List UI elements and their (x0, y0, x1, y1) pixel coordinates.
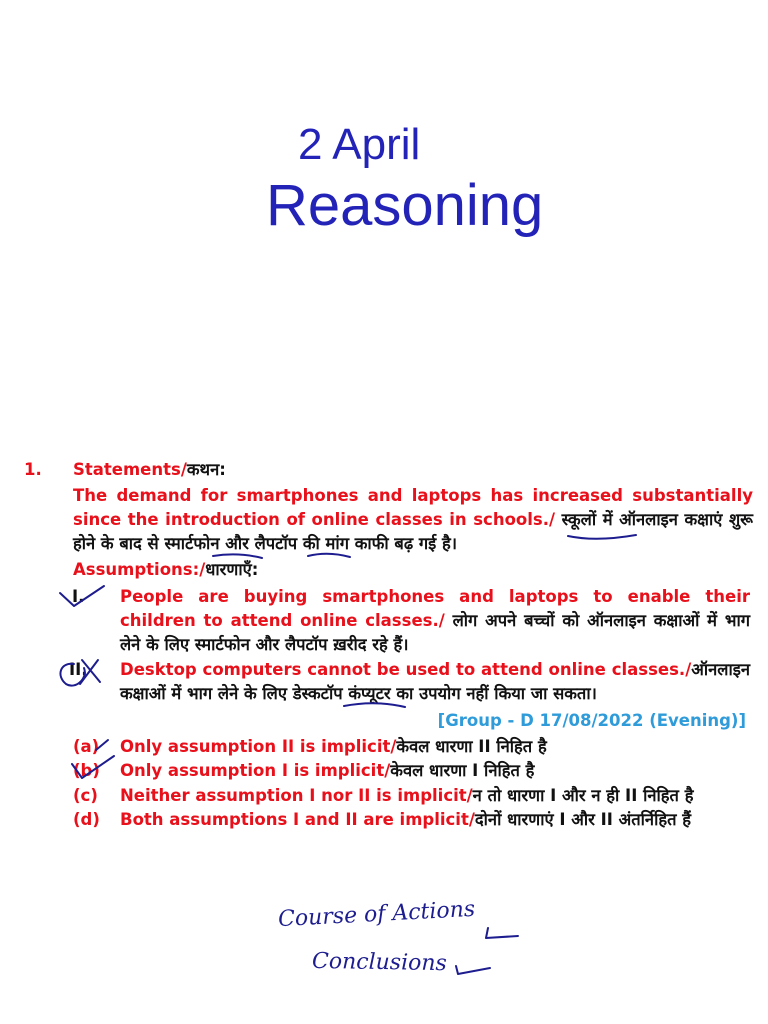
option-c-hi: न तो धारणा I और न ही II निहित है (472, 786, 694, 805)
assumptions-label-en: Assumptions:/ (73, 560, 206, 579)
option-a-hi: केवल धारणा II निहित है (396, 737, 547, 756)
underline-desktop-mark (344, 703, 405, 707)
option-a-en: Only assumption II is implicit/ (120, 737, 397, 756)
option-a-label: (a) (73, 737, 100, 756)
statements-label-hi: कथन: (186, 460, 226, 479)
option-c-label: (c) (73, 786, 98, 805)
assumption-1-number: I. (72, 587, 85, 606)
option-d-label: (d) (73, 810, 100, 829)
option-c-en: Neither assumption I nor II is implicit/ (120, 786, 473, 805)
assumption-2-hi: ऑनलाइन कक्षाओं में भाग लेने के लिए डेस्कटॉप कंप्यूटर का उपयोग नहीं किया जा सकता। (120, 660, 750, 703)
underline-laptop-mark (308, 554, 350, 557)
option-b-en: Only assumption I is implicit/ (120, 761, 391, 780)
option-b-label: (b) (73, 761, 100, 780)
option-d-en: Both assumptions I and II are implicit/ (120, 810, 475, 829)
dash-note-2-icon (456, 966, 490, 974)
option-d-hi: दोनों धारणाएं I और II अंतर्निहित हैं (474, 810, 692, 829)
tick-option-a-icon (96, 740, 108, 750)
statements-label-en: Statements/ (73, 460, 187, 479)
dash-note-1-icon (486, 928, 518, 938)
underline-smartphone-mark (213, 554, 262, 558)
tick-option-b-icon (72, 756, 114, 778)
assumption-2-en: Desktop computers cannot be used to attend online classes./ (120, 660, 692, 679)
underline-online-mark (568, 535, 636, 539)
assumption-1-en: People are buying smartphones and laptops to enable their children to attend online classes./ (120, 587, 750, 630)
assumption-2-number: II. (69, 660, 88, 679)
tick-assumption-1-icon (60, 586, 104, 606)
statement-hi: स्कूलों में ऑनलाइन कक्षाएं शुरू होने के बाद से स्मार्टफोन और लैपटॉप की मांग काफी बढ़ गई है। (73, 510, 753, 553)
question-source: [Group - D 17/08/2022 (Evening)] (437, 711, 746, 730)
assumption-1-hi: लोग अपने बच्चों को ऑनलाइन कक्षाओं में भाग लेने के लिए स्मार्टफोन और लैपटॉप ख़रीद रहे हैं। (120, 611, 751, 654)
question-number: 1. (24, 460, 42, 479)
handwritten-note-course-of-actions: Course of Actions (277, 896, 476, 933)
cross-assumption-2-icon (80, 660, 100, 684)
option-b-hi: केवल धारणा I निहित है (390, 761, 535, 780)
page-subject-title: Reasoning (266, 173, 544, 238)
page-date: 2 April (298, 120, 421, 169)
assumptions-label-hi: धारणाएँ: (205, 560, 259, 579)
handwritten-note-conclusions: Conclusions (311, 948, 448, 977)
statement-en: The demand for smartphones and laptops has increased substantially since the introduction of online classes in schools./ (73, 486, 753, 529)
